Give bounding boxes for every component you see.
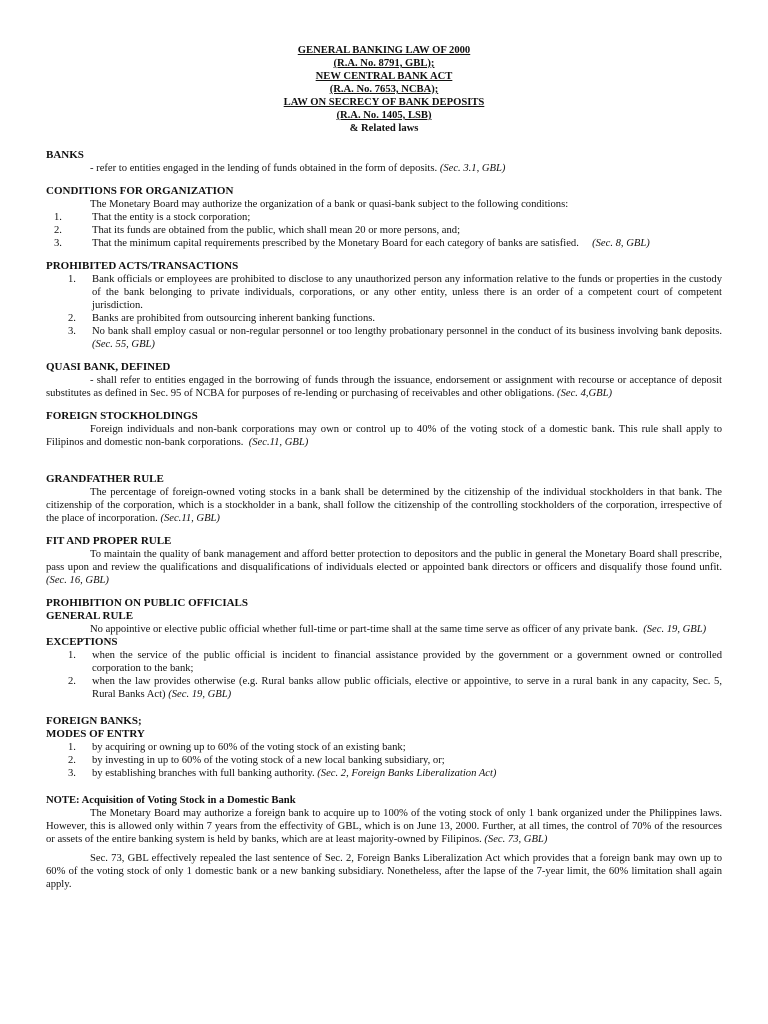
note-heading: NOTE: Acquisition of Voting Stock in a Domestic Bank bbox=[46, 795, 296, 806]
section-text bbox=[46, 423, 722, 449]
document-page bbox=[46, 44, 722, 891]
citation: (Sec. 3.1, GBL) bbox=[439, 163, 506, 174]
list-item bbox=[46, 273, 722, 312]
section-quasi-bank bbox=[46, 361, 722, 400]
list-text: by investing in up to 60% of the voting stock of a new local banking subsidiary, or; bbox=[92, 755, 445, 766]
section-note bbox=[46, 794, 722, 891]
fit-text: To maintain the quality of bank management and afford better protection to depositors and the public in general the Monetary Board shall prescribe, pass upon and review the qualifications and disqualifications of individuals elected or appointed bank directors or officers and disqualify those found unfit. bbox=[46, 549, 722, 573]
list-text: That the entity is a stock corporation; bbox=[92, 212, 251, 223]
citation: (Sec. 2, Foreign Banks Liberalization Act) bbox=[317, 768, 497, 779]
prohibited-list bbox=[46, 273, 722, 351]
general-rule-text: No appointive or elective public official whether full-time or part-time shall at the same time serve as officer of any private bank. bbox=[90, 624, 638, 635]
note-paragraph-1 bbox=[46, 807, 722, 846]
document-title bbox=[46, 44, 722, 135]
list-item bbox=[46, 237, 722, 250]
list-text: That the minimum capital requirements prescribed by the Monetary Board for each category of banks are satisfied. bbox=[92, 238, 579, 249]
section-foreign-stockholdings bbox=[46, 410, 722, 449]
section-text bbox=[46, 162, 722, 175]
section-heading: CONDITIONS FOR ORGANIZATION bbox=[46, 185, 234, 197]
list-text: when the law provides otherwise (e.g. Rural banks allow public officials, elective or appointive, to serve in a rural bank in any capacity, Sec. 5, Rural Banks Act) bbox=[92, 676, 722, 700]
list-number: 3. bbox=[54, 238, 62, 249]
conditions-list bbox=[46, 211, 722, 250]
exceptions-list bbox=[46, 649, 722, 701]
section-heading: PROHIBITED ACTS/TRANSACTIONS bbox=[46, 260, 239, 272]
title-line-5: LAW ON SECRECY OF BANK DEPOSITS bbox=[283, 97, 485, 108]
citation: (Sec. 19, GBL) bbox=[643, 624, 707, 635]
section-banks bbox=[46, 149, 722, 175]
list-item bbox=[46, 741, 722, 754]
section-fit-and-proper bbox=[46, 535, 722, 587]
list-item bbox=[46, 325, 722, 351]
list-number: 2. bbox=[68, 676, 76, 687]
section-text bbox=[46, 374, 722, 400]
grandfather-text: The percentage of foreign-owned voting stocks in a bank shall be determined by the citizenship of the individual stockholders in that bank. The citizenship of the corporation, which is a stockholder in a bank, shall follow the citizenship of the controlling stockholders of the corporation, irrespective of the place of incorporation. bbox=[46, 487, 722, 524]
section-foreign-banks bbox=[46, 715, 722, 780]
list-number: 3. bbox=[68, 768, 76, 779]
section-conditions bbox=[46, 185, 722, 250]
section-grandfather-rule bbox=[46, 473, 722, 525]
citation: (Sec.11, GBL) bbox=[160, 513, 220, 524]
section-heading: PROHIBITION ON PUBLIC OFFICIALS bbox=[46, 597, 249, 609]
list-text: No bank shall employ casual or non-regular personnel or too lengthy probationary personnel in the conduct of its business involving bank deposits. bbox=[92, 326, 722, 337]
list-item bbox=[46, 649, 722, 675]
section-subheading: MODES OF ENTRY bbox=[46, 728, 145, 740]
section-heading: GRANDFATHER RULE bbox=[46, 473, 164, 485]
banks-definition: - refer to entities engaged in the lending of funds obtained in the form of deposits. bbox=[90, 163, 438, 174]
list-text: Bank officials or employees are prohibited to disclose to any unauthorized person any information relative to the funds or properties in the custody of the bank belonging to private individuals, corporations, or any other entity, unless there is an order of a competent court of competent jurisdiction. bbox=[92, 274, 722, 311]
title-line-6: (R.A. No. 1405, LSB) bbox=[336, 110, 432, 121]
list-item bbox=[46, 224, 722, 237]
list-number: 1. bbox=[68, 650, 76, 661]
title-line-4: (R.A. No. 7653, NCBA); bbox=[329, 84, 439, 95]
list-item bbox=[46, 754, 722, 767]
list-number: 2. bbox=[54, 225, 62, 236]
section-heading: FIT AND PROPER RULE bbox=[46, 535, 172, 547]
section-prohibited bbox=[46, 260, 722, 351]
exceptions-heading: EXCEPTIONS bbox=[46, 636, 118, 648]
note-text: The Monetary Board may authorize a foreign bank to acquire up to 100% of the voting stock of only 1 bank organized under the Philippines laws. However, this is allowed only within 7 years from the effectivity of GBL, which is on June 13, 2000. Further, at all times, the control of 70% of the resources or assets of the entire banking system is held by banks, which are at least majority-owned by Filipinos. bbox=[46, 808, 722, 845]
list-number: 1. bbox=[54, 212, 62, 223]
note-paragraph-2: Sec. 73, GBL effectively repealed the last sentence of Sec. 2, Foreign Banks Liberalization Act which provides that a foreign bank may own up to 60% of the voting stock of only 1 domestic bank or a new banking subsidiary. Nonetheless, after the lapse of the 7-year limit, the 60% limitation shall again apply. bbox=[46, 853, 722, 890]
list-item bbox=[46, 767, 722, 780]
section-text bbox=[46, 486, 722, 525]
section-text bbox=[46, 623, 722, 636]
modes-of-entry-list bbox=[46, 741, 722, 780]
list-number: 2. bbox=[68, 755, 76, 766]
citation: (Sec. 16, GBL) bbox=[46, 575, 109, 586]
list-item bbox=[46, 312, 722, 325]
citation: (Sec.11, GBL) bbox=[248, 437, 309, 448]
list-text: by establishing branches with full banking authority. bbox=[92, 768, 315, 779]
list-number: 2. bbox=[68, 313, 76, 324]
section-intro: The Monetary Board may authorize the organization of a bank or quasi-bank subject to the following conditions: bbox=[90, 199, 569, 210]
citation: (Sec. 73, GBL) bbox=[484, 834, 548, 845]
section-subheading: GENERAL RULE bbox=[46, 610, 134, 622]
list-item bbox=[46, 211, 722, 224]
citation: (Sec. 55, GBL) bbox=[92, 339, 155, 350]
section-heading: FOREIGN BANKS; bbox=[46, 715, 142, 727]
list-text: by acquiring or owning up to 60% of the voting stock of an existing bank; bbox=[92, 742, 406, 753]
title-line-1: GENERAL BANKING LAW OF 2000 bbox=[297, 45, 471, 56]
title-line-3: NEW CENTRAL BANK ACT bbox=[315, 71, 453, 82]
quasi-definition: - shall refer to entities engaged in the borrowing of funds through the issuance, endorsement or assignment with recourse or acceptance of deposit substitutes as defined in Sec. 95 of NCBA for purposes of re-lending or purchasing of receivables and other obligations. bbox=[46, 375, 722, 399]
list-number: 1. bbox=[68, 274, 76, 285]
section-public-officials bbox=[46, 597, 722, 701]
list-text: when the service of the public official is incident to financial assistance provided by the government or a government owned or controlled corporation to the bank; bbox=[92, 650, 722, 674]
title-line-7: & Related laws bbox=[349, 123, 419, 134]
list-number: 1. bbox=[68, 742, 76, 753]
list-text: That its funds are obtained from the public, which shall mean 20 or more persons, and; bbox=[92, 225, 461, 236]
section-heading: FOREIGN STOCKHOLDINGS bbox=[46, 410, 198, 422]
list-item bbox=[46, 675, 722, 701]
citation: (Sec. 4,GBL) bbox=[557, 388, 613, 399]
list-number: 3. bbox=[68, 326, 76, 337]
section-heading: QUASI BANK, DEFINED bbox=[46, 361, 171, 373]
citation: (Sec. 8, GBL) bbox=[592, 238, 650, 249]
section-text bbox=[46, 548, 722, 587]
title-line-2: (R.A. No. 8791, GBL); bbox=[333, 58, 435, 69]
section-heading: BANKS bbox=[46, 149, 84, 161]
foreign-stock-text: Foreign individuals and non-bank corporations may own or control up to 40% of the voting stock of a domestic bank. This rule shall apply to Filipinos and domestic non-bank corporations. bbox=[46, 424, 722, 448]
citation: (Sec. 19, GBL) bbox=[168, 689, 232, 700]
list-text: Banks are prohibited from outsourcing inherent banking functions. bbox=[92, 313, 376, 324]
